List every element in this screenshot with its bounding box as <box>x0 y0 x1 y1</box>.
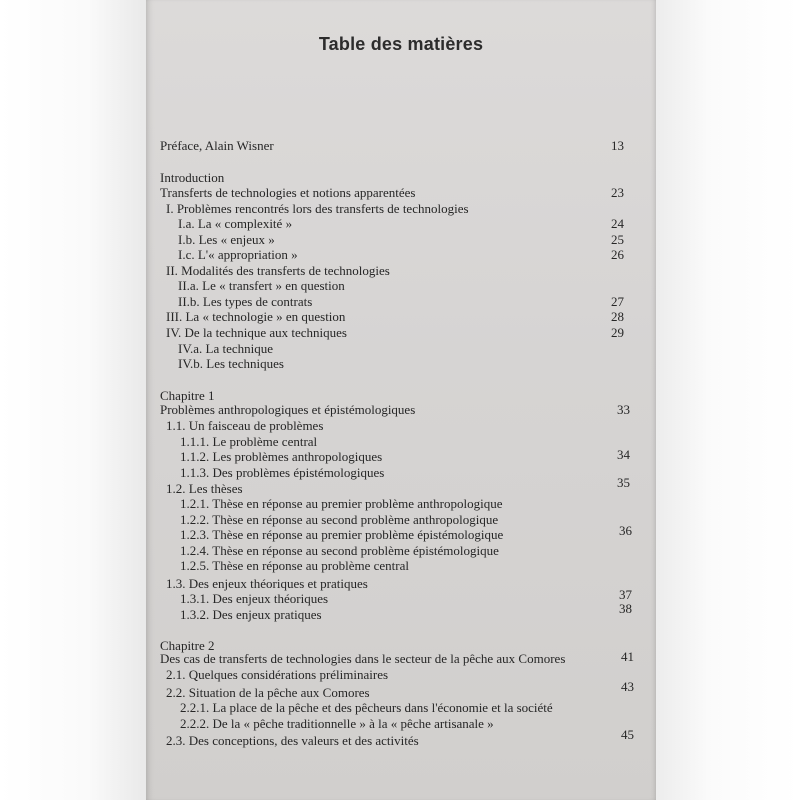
toc-entry-page: 29 <box>611 325 624 340</box>
background-left <box>0 0 146 800</box>
toc-entry-label: IV. De la technique aux techniques <box>166 325 347 340</box>
toc-entry <box>146 232 656 248</box>
toc-entry <box>146 309 656 325</box>
toc-entry-label: Chapitre 2 <box>160 638 215 653</box>
toc-entry-label: 2.1. Quelques considérations préliminaires <box>166 667 389 682</box>
toc-entry-page: 36 <box>619 523 632 538</box>
toc-entry-label: I.b. Les « enjeux » <box>178 232 275 247</box>
toc-entry-page: 33 <box>617 402 630 417</box>
toc-entry <box>146 475 656 497</box>
toc-entry <box>146 601 656 623</box>
toc-entry-label: I.c. L'« appropriation » <box>178 247 298 262</box>
toc-entry <box>146 667 656 683</box>
toc-entry-label: 1.1.2. Les problèmes anthropologiques <box>180 449 383 464</box>
toc-entry-page: 34 <box>617 447 630 462</box>
toc-entry-label: 1.1.3. Des problèmes épistémologiques <box>180 465 385 480</box>
toc-entry-label: 2.2.2. De la « pêche traditionnelle » à la « pêche artisanale » <box>180 716 494 731</box>
toc-entry-label: 1.3.2. Des enjeux pratiques <box>180 607 322 622</box>
toc-entry-label: Problèmes anthropologiques et épistémologiques <box>160 402 416 417</box>
toc-entry-page: 24 <box>611 216 624 231</box>
toc-entry-label: Transferts de technologies et notions apparentées <box>160 185 416 200</box>
toc-entry-label: 1.3. Des enjeux théoriques et pratiques <box>166 576 368 591</box>
toc-entry-label: 1.1. Un faisceau de problèmes <box>166 418 324 433</box>
toc-entry-label: II.a. Le « transfert » en question <box>178 278 345 293</box>
toc-entry <box>146 170 656 186</box>
toc-entry <box>146 263 656 279</box>
toc-entry-label: Des cas de transferts de technologies dans le secteur de la pêche aux Comores <box>160 651 566 666</box>
toc-entry <box>146 558 656 574</box>
toc-entry-label: Chapitre 1 <box>160 388 215 403</box>
toc-entry <box>146 449 656 465</box>
toc-entry <box>146 341 656 357</box>
toc-entry-page: 25 <box>611 232 624 247</box>
toc-entry-label: I.a. La « complexité » <box>178 216 293 231</box>
toc-entry <box>146 679 656 701</box>
toc-entry <box>146 278 656 294</box>
toc-entry <box>146 418 656 434</box>
toc-entry-label: Préface, Alain Wisner <box>160 138 274 153</box>
toc-entry-label: 1.2.5. Thèse en réponse au problème central <box>180 558 409 573</box>
toc-entry-page: 23 <box>611 185 624 200</box>
toc-entry <box>146 523 656 543</box>
background-right <box>654 0 800 800</box>
toc-entry-page: 37 <box>619 587 632 602</box>
toc-entry <box>146 587 656 607</box>
toc-entry-page: 13 <box>611 138 624 153</box>
toc-entry <box>146 496 656 512</box>
toc-entry-label: III. La « technologie » en question <box>166 309 346 324</box>
toc-entry-label: IV.b. Les techniques <box>178 356 284 371</box>
toc-entry <box>146 185 656 201</box>
toc-entry <box>146 700 656 716</box>
toc-entry <box>146 512 656 528</box>
toc-entry <box>146 727 656 749</box>
toc-entry-page: 26 <box>611 247 624 262</box>
toc-entry-label: 1.3.1. Des enjeux théoriques <box>180 591 329 606</box>
toc-entry <box>146 651 656 667</box>
toc-entry <box>146 716 656 732</box>
toc-entry <box>146 325 656 341</box>
toc-entry-label: 2.2. Situation de la pêche aux Comores <box>166 685 370 700</box>
toc-entry <box>146 216 656 232</box>
toc-entry-page: 45 <box>621 727 634 742</box>
toc-entry <box>146 434 656 450</box>
toc-entry-page: 43 <box>621 679 634 694</box>
toc-entry-label: IV.a. La technique <box>178 341 274 356</box>
toc-entry <box>146 138 656 154</box>
toc-entry-page: 38 <box>619 601 632 616</box>
toc-entry-page: 27 <box>611 294 624 309</box>
toc-entry <box>146 543 656 559</box>
toc-entry-label: 1.2.4. Thèse en réponse au second problème épistémologique <box>180 543 499 558</box>
toc-entry-label: II.b. Les types de contrats <box>178 294 313 309</box>
toc-entry <box>146 402 656 418</box>
toc-entry-label: 2.2.1. La place de la pêche et des pêcheurs dans l'économie et la société <box>180 700 553 715</box>
toc-entry <box>146 576 656 592</box>
toc-entry-page: 28 <box>611 309 624 324</box>
toc-entry-label: 1.2.2. Thèse en réponse au second problème anthropologique <box>180 512 499 527</box>
page-title: Table des matières <box>318 34 484 54</box>
toc-entry-label: I. Problèmes rencontrés lors des transferts de technologies <box>166 201 469 216</box>
toc-entry <box>146 465 656 481</box>
toc-entry <box>146 356 656 372</box>
toc-entry-label: 2.3. Des conceptions, des valeurs et des activités <box>166 733 419 748</box>
toc-entry-page: 35 <box>617 475 630 490</box>
toc-entry <box>146 247 656 263</box>
toc-entry-label: II. Modalités des transferts de technologies <box>166 263 390 278</box>
toc-entry <box>146 294 656 310</box>
toc-entry-label: 1.2.3. Thèse en réponse au premier problème épistémologique <box>180 527 504 542</box>
toc-entry <box>146 201 656 217</box>
toc-entry-label: Introduction <box>160 170 225 185</box>
toc-entry-label: 1.2.1. Thèse en réponse au premier problème anthropologique <box>180 496 503 511</box>
book-page <box>146 0 656 800</box>
toc-entry-label: 1.2. Les thèses <box>166 481 243 496</box>
toc-entry-label: 1.1.1. Le problème central <box>180 434 318 449</box>
toc-entry-page: 41 <box>621 649 634 664</box>
